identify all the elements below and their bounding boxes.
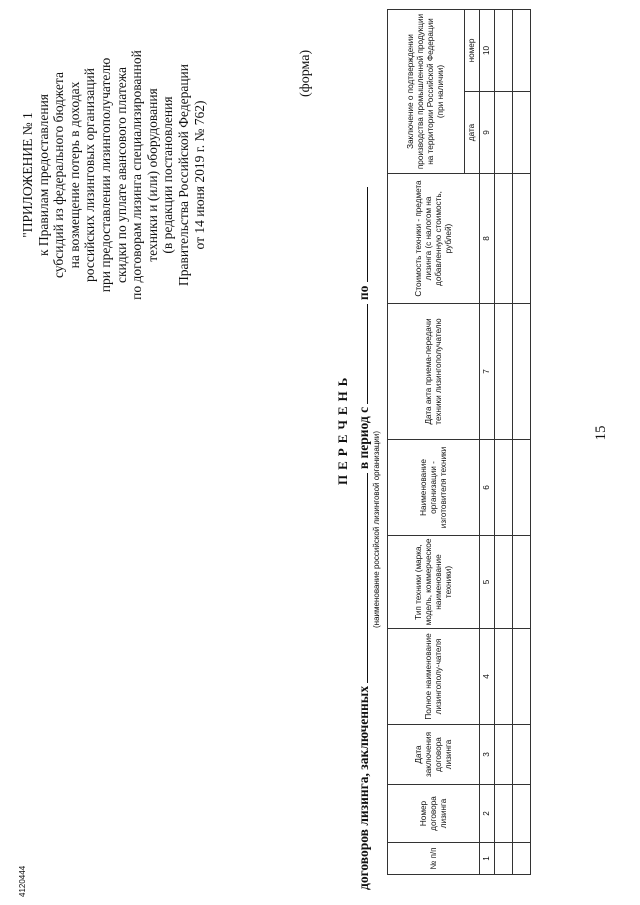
table-cell [495, 174, 513, 304]
table-cell [495, 785, 513, 843]
subheader-cell: дата [465, 92, 480, 174]
appendix-line: Правительства Российской Федерации [175, 64, 191, 286]
header-cell: Тип техники (марка, модель, коммерческое наименование техники) [388, 536, 480, 629]
appendix-block [20, 30, 207, 320]
subheader-cell: номер [465, 9, 480, 91]
table-cell [495, 304, 513, 440]
heading-prefix: договоров лизинга, заключенных [356, 685, 371, 890]
appendix-line: субсидий из федерального бюджета [51, 72, 67, 278]
column-number: 4 [480, 629, 495, 725]
table-cell [495, 92, 513, 174]
column-number: 1 [480, 843, 495, 875]
heading-line [355, 187, 372, 890]
column-number: 8 [480, 174, 495, 304]
header-cell: Номер договора лизинга [388, 785, 480, 843]
table-row [513, 9, 531, 874]
appendix-line: на возмещение потерь в доходах [66, 81, 82, 269]
appendix-line: техники и (или) оборудования [144, 88, 160, 262]
header-cell: Наименование организации - изготовителя техники [388, 440, 480, 536]
org-name-blank [355, 473, 368, 683]
form-label: (форма) [298, 49, 313, 97]
appendix-line: от 14 июня 2019 г. № 762) [191, 100, 207, 250]
header-cell: Стоимость техники - предмета лизинга (с налогом на добавленную стоимость, рублей) [388, 174, 480, 304]
column-number: 9 [480, 92, 495, 174]
table-cell [495, 843, 513, 875]
to-label: по [356, 285, 371, 301]
appendix-line: при предоставлении лизингополучателю [97, 57, 113, 293]
appendix-line: (в редакции постановления [160, 96, 176, 254]
table-header-row [388, 9, 465, 874]
table-cell [513, 174, 531, 304]
period-label: в период с [356, 406, 371, 470]
appendix-line: российских лизинговых организаций [82, 68, 98, 282]
table-cell [513, 92, 531, 174]
org-sublabel: (наименование российской лизинговой организации) [372, 430, 381, 628]
table-cell [495, 629, 513, 725]
column-number: 3 [480, 725, 495, 785]
appendix-line: скидки по уплате авансового платежа [113, 66, 129, 284]
table-cell [495, 9, 513, 91]
table-cell [513, 785, 531, 843]
table-cell [513, 9, 531, 91]
period-start-blank [355, 304, 368, 404]
table-cell [495, 725, 513, 785]
header-cell: Дата акта приема-передачи техники лизингополучателю [388, 304, 480, 440]
document-id: 4120444 [18, 865, 27, 897]
column-number: 10 [480, 9, 495, 91]
leasing-table [387, 9, 531, 875]
document-title: ПЕРЕЧЕНЬ [335, 372, 350, 485]
appendix-line: "ПРИЛОЖЕНИЕ № 1 [20, 112, 35, 238]
header-cell: Заключение о подтверждении производства промышленной продукции на территории Российской Федерации (при наличии) [388, 9, 465, 173]
table-cell [495, 440, 513, 536]
table-cell [513, 843, 531, 875]
table-row [495, 9, 513, 874]
table-cell [513, 536, 531, 629]
table-cell [513, 440, 531, 536]
column-number-row [480, 9, 495, 874]
header-cell: Дата заключения договора лизинга [388, 725, 480, 785]
table-cell [495, 536, 513, 629]
column-number: 6 [480, 440, 495, 536]
column-number: 2 [480, 785, 495, 843]
table-cell [513, 725, 531, 785]
table-cell [513, 304, 531, 440]
period-end-blank [355, 187, 368, 282]
page-number: 15 [593, 425, 609, 441]
appendix-line: к Правилам предоставления [35, 93, 51, 257]
header-cell: Полное наименование лизингополу-чателя [388, 629, 480, 725]
header-cell: № п/п [388, 843, 480, 875]
column-number: 5 [480, 536, 495, 629]
appendix-line: по договорам лизинга специализированной [129, 50, 145, 300]
table-cell [513, 629, 531, 725]
column-number: 7 [480, 304, 495, 440]
